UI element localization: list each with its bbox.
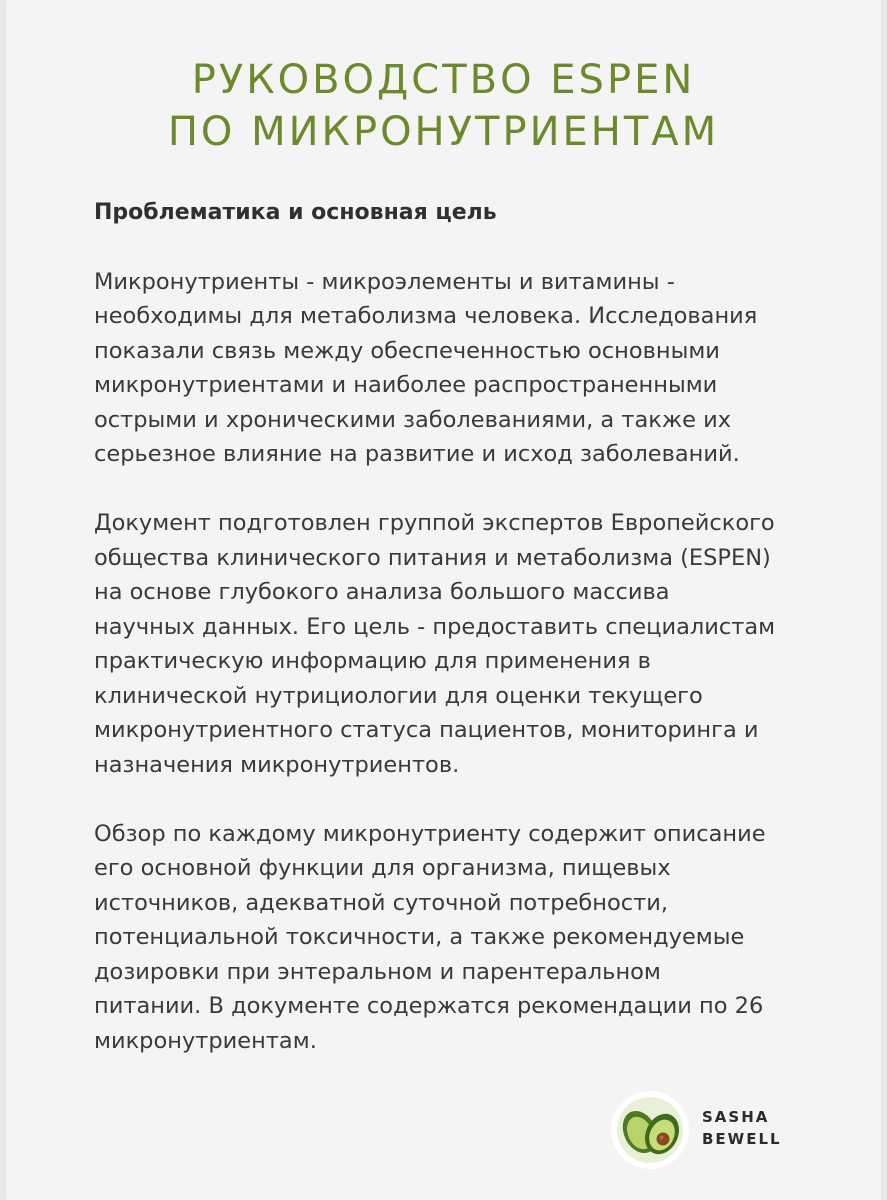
paragraph-line: его основной функции для организма, пищевых bbox=[94, 855, 671, 881]
logo-line-1: SASHA bbox=[702, 1108, 770, 1126]
paragraph-line: дозировки при энтеральном и парентеральном bbox=[94, 958, 661, 985]
title-line-2: ПО МИКРОНУТРИЕНТАМ bbox=[167, 109, 720, 155]
paragraph-line: на основе глубокого анализа большого массива bbox=[94, 579, 670, 605]
section-heading: Проблематика и основная цель bbox=[94, 200, 497, 225]
paragraph-1 bbox=[94, 265, 814, 472]
paragraph-line: клинической нутрициологии для оценки текущего bbox=[94, 682, 703, 709]
paragraph-line: Обзор по каждому микронутриенту содержит описание bbox=[94, 820, 766, 847]
paragraph-line: практическую информацию для применения в bbox=[94, 648, 651, 674]
paragraph-line: необходимы для метаболизма человека. Исследования bbox=[94, 303, 758, 329]
logo-line-2: BEWELL bbox=[702, 1130, 782, 1148]
paragraph-line: Микронутриенты - микроэлементы и витамины - bbox=[94, 268, 675, 295]
paragraph-line: Документ подготовлен группой экспертов Европейского bbox=[94, 510, 775, 536]
avocado-icon bbox=[610, 1090, 690, 1170]
brand-logo bbox=[610, 1090, 810, 1170]
paragraph-line: назначения микронутриентов. bbox=[94, 751, 460, 778]
paragraph-line: потенциальной токсичности, а также рекомендуемые bbox=[94, 924, 745, 950]
paragraph-line: питании. В документе содержатся рекомендации по 26 bbox=[94, 993, 764, 1019]
paragraph-line: микронутриентам. bbox=[94, 1027, 317, 1054]
paragraph-line: научных данных. Его цель - предоставить специалистам bbox=[94, 613, 776, 640]
paragraph-2 bbox=[94, 506, 814, 782]
paragraph-line: источников, адекватной суточной потребности, bbox=[94, 889, 669, 916]
page-title bbox=[0, 54, 887, 158]
paragraph-line: микронутриентного статуса пациентов, мониторинга и bbox=[94, 717, 759, 743]
document-body bbox=[94, 196, 814, 1093]
paragraph-3 bbox=[94, 817, 814, 1059]
paragraph-line: микронутриентами и наиболее распространенными bbox=[94, 372, 718, 398]
paragraph-line: показали связь между обеспеченностью основными bbox=[94, 337, 720, 364]
title-line-1: РУКОВОДСТВО ESPEN bbox=[191, 57, 696, 103]
paragraph-line: острыми и хроническими заболеваниями, а также их bbox=[94, 406, 732, 433]
paragraph-line: серьезное влияние на развитие и исход заболеваний. bbox=[94, 441, 740, 467]
paragraph-line: общества клинического питания и метаболизма (ESPEN) bbox=[94, 544, 771, 571]
logo-wordmark bbox=[702, 1106, 782, 1150]
